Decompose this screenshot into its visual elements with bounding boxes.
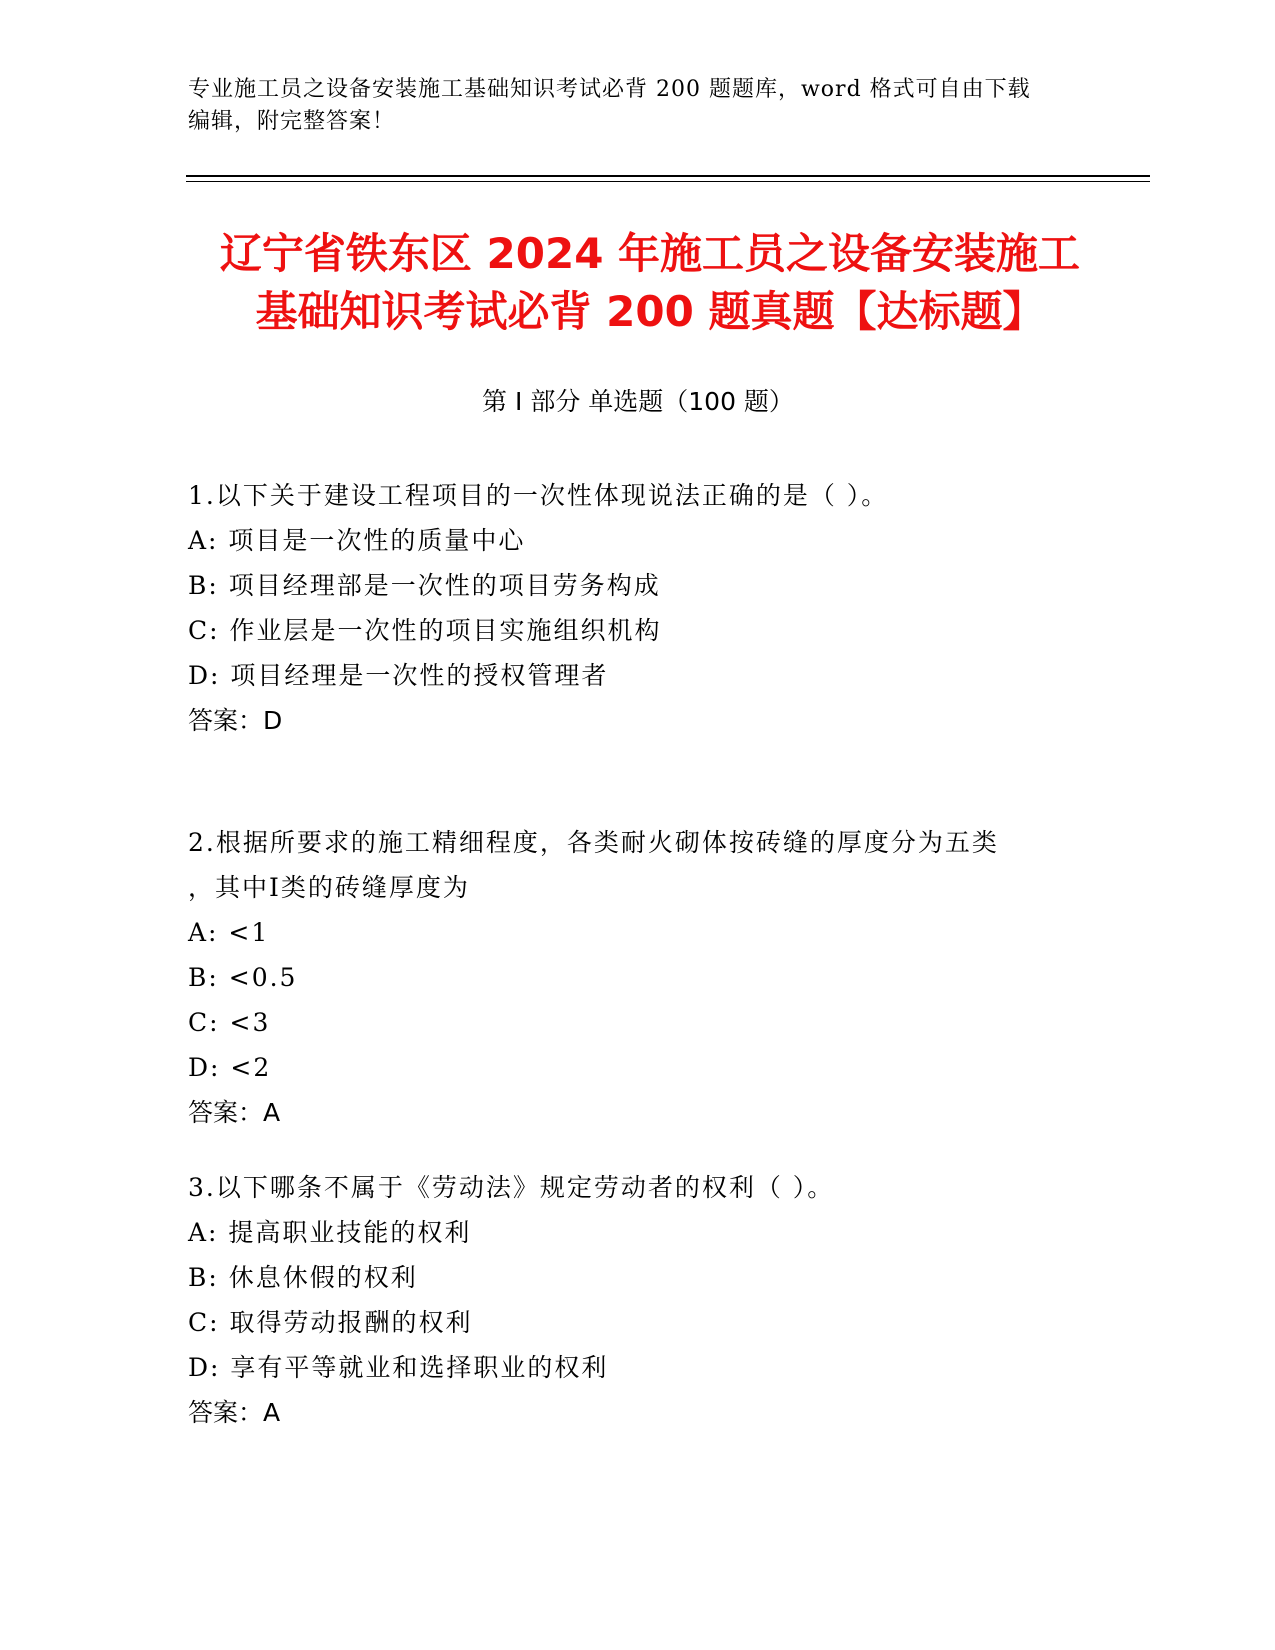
question-3 bbox=[188, 1165, 1088, 1435]
question-1-option-a: A: 项目是一次性的质量中心 bbox=[188, 526, 526, 555]
header-note-line-1: 专业施工员之设备安装施工基础知识考试必背 200 题题库，word 格式可自由下载 bbox=[188, 77, 1031, 102]
question-2-option-b: B: <0.5 bbox=[188, 963, 298, 992]
section-title: 第 I 部分 单选题（100 题） bbox=[482, 387, 794, 416]
question-2-stem-line-2: ，其中Ⅰ类的砖缝厚度为 bbox=[188, 873, 470, 902]
question-3-option-d: D: 享有平等就业和选择职业的权利 bbox=[188, 1353, 609, 1382]
question-2-option-d: D: <2 bbox=[188, 1053, 272, 1082]
question-2-option-a: A: <1 bbox=[188, 918, 270, 947]
document-title-line-2: 基础知识考试必背 200 题真题【达标题】 bbox=[255, 287, 1045, 336]
question-3-option-b: B: 休息休假的权利 bbox=[188, 1263, 418, 1292]
question-3-stem: 3.以下哪条不属于《劳动法》规定劳动者的权利（ ）。 bbox=[188, 1173, 835, 1202]
question-2-option-c: C: <3 bbox=[188, 1008, 271, 1037]
question-2 bbox=[188, 820, 1088, 1135]
header-note-line-2: 编辑，附完整答案！ bbox=[188, 109, 396, 134]
question-1 bbox=[188, 473, 1088, 743]
question-1-option-c: C: 作业层是一次性的项目实施组织机构 bbox=[188, 616, 662, 645]
header-divider-thin bbox=[186, 181, 1150, 182]
question-1-option-d: D: 项目经理是一次性的授权管理者 bbox=[188, 661, 609, 690]
question-1-option-b: B: 项目经理部是一次性的项目劳务构成 bbox=[188, 571, 661, 600]
document-title-line-1: 辽宁省铁东区 2024 年施工员之设备安装施工 bbox=[219, 229, 1081, 278]
header-note bbox=[188, 74, 1088, 138]
question-2-answer: 答案：A bbox=[188, 1098, 281, 1127]
question-3-answer: 答案：A bbox=[188, 1398, 281, 1427]
question-2-stem-line-1: 2.根据所要求的施工精细程度，各类耐火砌体按砖缝的厚度分为五类 bbox=[188, 828, 999, 857]
question-3-option-c: C: 取得劳动报酬的权利 bbox=[188, 1308, 473, 1337]
question-1-answer: 答案：D bbox=[188, 706, 283, 735]
question-3-option-a: A: 提高职业技能的权利 bbox=[188, 1218, 472, 1247]
header-divider-thick bbox=[186, 175, 1150, 177]
question-1-stem: 1.以下关于建设工程项目的一次性体现说法正确的是（ ）。 bbox=[188, 481, 889, 510]
document-title bbox=[150, 225, 1150, 341]
